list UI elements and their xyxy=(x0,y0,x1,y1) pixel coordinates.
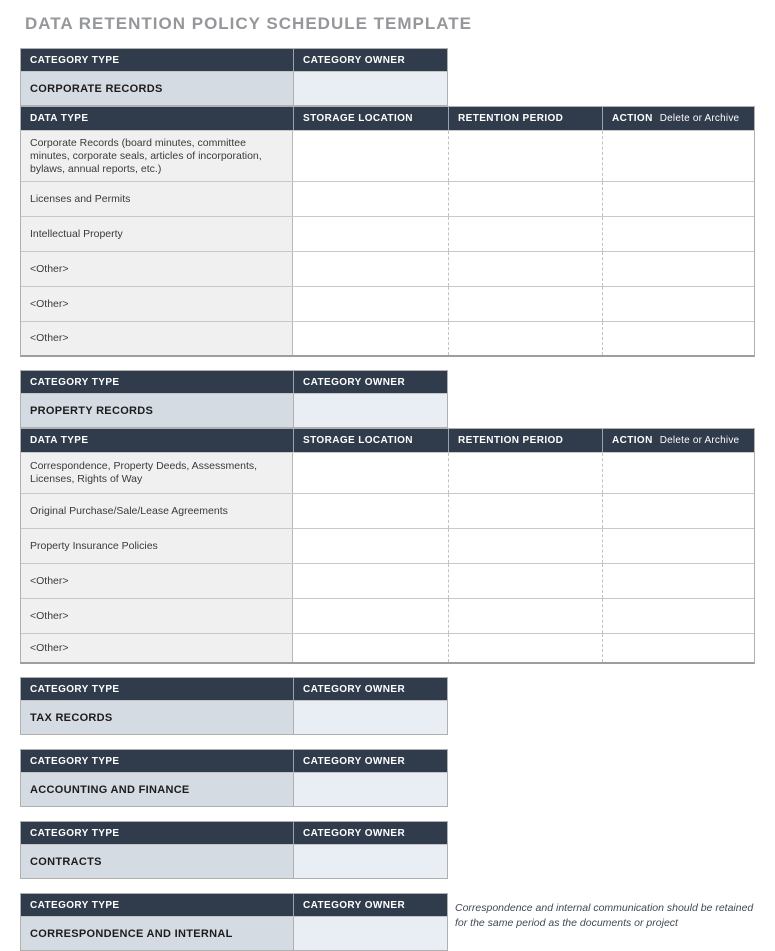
data-type-header: DATA TYPE xyxy=(21,429,293,452)
data-table xyxy=(20,106,755,357)
category-owner-header: CATEGORY OWNER xyxy=(293,371,447,393)
data-type-cell: Intellectual Property xyxy=(21,217,293,251)
storage-location-field[interactable] xyxy=(293,287,448,321)
category-table xyxy=(20,821,448,879)
category-name-row xyxy=(21,71,447,105)
data-table xyxy=(20,428,755,664)
table-row xyxy=(21,633,754,662)
category-type-header: CATEGORY TYPE xyxy=(21,894,293,916)
category-owner-header: CATEGORY OWNER xyxy=(293,49,447,71)
storage-location-header: STORAGE LOCATION xyxy=(293,107,448,130)
retention-period-field[interactable] xyxy=(448,287,602,321)
section-corporate-records xyxy=(20,48,755,357)
data-type-cell: Correspondence, Property Deeds, Assessments, Licenses, Rights of Way xyxy=(21,453,293,493)
action-header-note: Delete or Archive xyxy=(659,113,740,124)
action-field[interactable] xyxy=(602,634,754,662)
category-type-header: CATEGORY TYPE xyxy=(21,49,293,71)
category-name: CORRESPONDENCE AND INTERNAL xyxy=(21,916,293,950)
category-header-row xyxy=(21,371,447,393)
action-header xyxy=(602,429,754,452)
table-row xyxy=(21,181,754,216)
retention-side-note: Correspondence and internal communication should be retained for the same period as the documents or project xyxy=(455,902,754,929)
data-type-cell: Property Insurance Policies xyxy=(21,529,293,563)
storage-location-field[interactable] xyxy=(293,529,448,563)
action-field[interactable] xyxy=(602,564,754,598)
storage-location-field[interactable] xyxy=(293,182,448,216)
category-name: CORPORATE RECORDS xyxy=(21,71,293,105)
category-header-row xyxy=(21,49,447,71)
category-owner-header: CATEGORY OWNER xyxy=(293,750,447,772)
storage-location-field[interactable] xyxy=(293,453,448,493)
category-owner-field[interactable] xyxy=(293,700,447,734)
storage-location-field[interactable] xyxy=(293,634,448,662)
action-field[interactable] xyxy=(602,599,754,633)
storage-location-field[interactable] xyxy=(293,131,448,181)
storage-location-header: STORAGE LOCATION xyxy=(293,429,448,452)
table-row xyxy=(21,563,754,598)
action-field[interactable] xyxy=(602,252,754,286)
retention-period-field[interactable] xyxy=(448,322,602,355)
page-title: DATA RETENTION POLICY SCHEDULE TEMPLATE xyxy=(25,14,473,33)
data-header-row xyxy=(21,429,754,452)
data-type-cell: <Other> xyxy=(21,599,293,633)
category-type-header: CATEGORY TYPE xyxy=(21,678,293,700)
storage-location-field[interactable] xyxy=(293,217,448,251)
action-field[interactable] xyxy=(602,217,754,251)
category-type-header: CATEGORY TYPE xyxy=(21,822,293,844)
action-header xyxy=(602,107,754,130)
category-table xyxy=(20,893,448,951)
data-header-row xyxy=(21,107,754,130)
retention-period-field[interactable] xyxy=(448,529,602,563)
category-owner-field[interactable] xyxy=(293,844,447,878)
section-contracts xyxy=(20,821,755,879)
section-accounting-and-finance xyxy=(20,749,755,807)
action-header-label: ACTION xyxy=(612,113,653,124)
data-type-cell: <Other> xyxy=(21,322,293,355)
category-type-header: CATEGORY TYPE xyxy=(21,750,293,772)
storage-location-field[interactable] xyxy=(293,494,448,528)
table-row xyxy=(21,528,754,563)
action-field[interactable] xyxy=(602,529,754,563)
category-header-row xyxy=(21,750,447,772)
table-row xyxy=(21,216,754,251)
category-table xyxy=(20,48,448,106)
category-owner-field[interactable] xyxy=(293,71,447,105)
category-name-row xyxy=(21,700,447,734)
category-type-header: CATEGORY TYPE xyxy=(21,371,293,393)
data-type-cell: <Other> xyxy=(21,564,293,598)
data-type-cell: Corporate Records (board minutes, committee minutes, corporate seals, articles of incorporation, bylaws, annual reports, etc.) xyxy=(21,131,293,181)
table-row xyxy=(21,598,754,633)
category-owner-header: CATEGORY OWNER xyxy=(293,822,447,844)
retention-period-field[interactable] xyxy=(448,634,602,662)
retention-period-field[interactable] xyxy=(448,494,602,528)
storage-location-field[interactable] xyxy=(293,599,448,633)
action-field[interactable] xyxy=(602,322,754,355)
category-table xyxy=(20,749,448,807)
table-row xyxy=(21,493,754,528)
category-owner-field[interactable] xyxy=(293,393,447,427)
category-table xyxy=(20,370,448,428)
section-tax-records xyxy=(20,677,755,735)
storage-location-field[interactable] xyxy=(293,322,448,355)
table-row xyxy=(21,251,754,286)
category-owner-header: CATEGORY OWNER xyxy=(293,678,447,700)
table-row xyxy=(21,286,754,321)
data-type-cell: <Other> xyxy=(21,634,293,662)
data-type-cell: Original Purchase/Sale/Lease Agreements xyxy=(21,494,293,528)
category-owner-field[interactable] xyxy=(293,916,447,950)
table-row xyxy=(21,321,754,355)
category-name: ACCOUNTING AND FINANCE xyxy=(21,772,293,806)
retention-period-field[interactable] xyxy=(448,182,602,216)
table-row xyxy=(21,452,754,493)
category-name-row xyxy=(21,844,447,878)
category-header-row xyxy=(21,822,447,844)
table-row xyxy=(21,130,754,181)
category-name: CONTRACTS xyxy=(21,844,293,878)
retention-period-field[interactable] xyxy=(448,453,602,493)
retention-period-field[interactable] xyxy=(448,217,602,251)
action-field[interactable] xyxy=(602,453,754,493)
data-type-cell: <Other> xyxy=(21,287,293,321)
data-type-cell: <Other> xyxy=(21,252,293,286)
category-table xyxy=(20,677,448,735)
section-property-records xyxy=(20,370,755,664)
action-header-note: Delete or Archive xyxy=(659,435,740,446)
retention-period-field[interactable] xyxy=(448,131,602,181)
retention-period-field[interactable] xyxy=(448,599,602,633)
storage-location-field[interactable] xyxy=(293,564,448,598)
action-field[interactable] xyxy=(602,287,754,321)
action-field[interactable] xyxy=(602,131,754,181)
section-correspondence-and-internal xyxy=(20,893,755,951)
retention-period-field[interactable] xyxy=(448,564,602,598)
data-type-header: DATA TYPE xyxy=(21,107,293,130)
retention-period-header: RETENTION PERIOD xyxy=(448,107,602,130)
category-name-row xyxy=(21,772,447,806)
storage-location-field[interactable] xyxy=(293,252,448,286)
retention-period-header: RETENTION PERIOD xyxy=(448,429,602,452)
category-owner-header: CATEGORY OWNER xyxy=(293,894,447,916)
action-field[interactable] xyxy=(602,494,754,528)
action-field[interactable] xyxy=(602,182,754,216)
category-owner-field[interactable] xyxy=(293,772,447,806)
category-header-row xyxy=(21,894,447,916)
category-name: TAX RECORDS xyxy=(21,700,293,734)
category-header-row xyxy=(21,678,447,700)
retention-period-field[interactable] xyxy=(448,252,602,286)
category-name: PROPERTY RECORDS xyxy=(21,393,293,427)
data-type-cell: Licenses and Permits xyxy=(21,182,293,216)
category-name-row xyxy=(21,916,447,950)
action-header-label: ACTION xyxy=(612,435,653,446)
category-name-row xyxy=(21,393,447,427)
